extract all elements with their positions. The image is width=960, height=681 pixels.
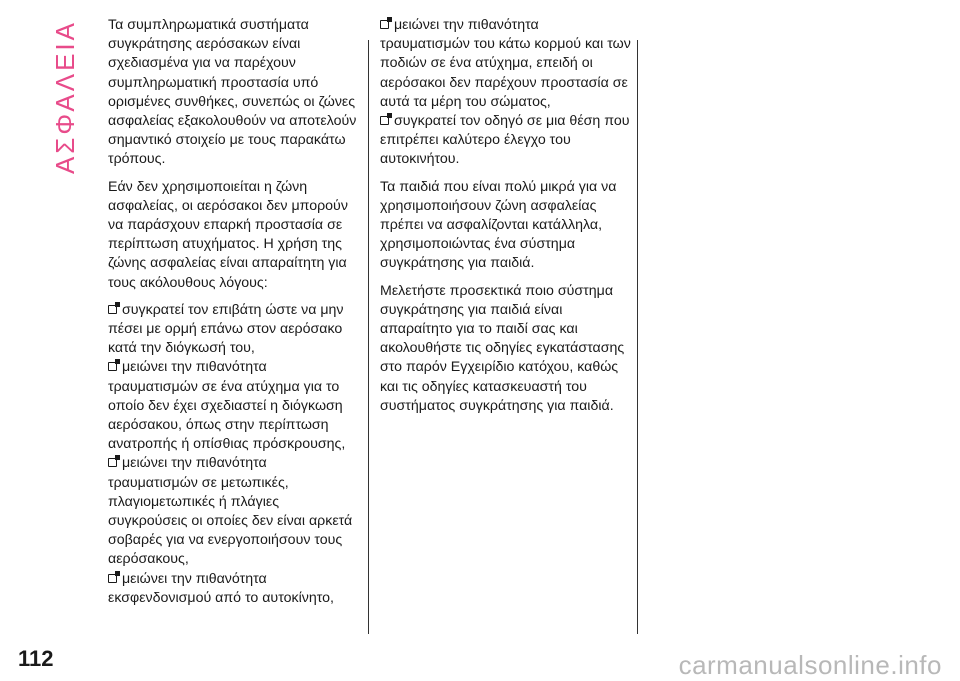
column-divider [368, 40, 369, 634]
bullet-icon [108, 458, 117, 467]
child-restraint-paragraph: Μελετήστε προσεκτικά ποιο σύστημα συγκράτησης για παιδιά είναι απαραίτητο για το παιδί σας και ακολουθήστε τις οδηγίες εγκατάστασης στο παρόν Εγχειρίδιο κατόχου, καθώς και τις οδηγίες κατασκευαστή του συστήματος συγκράτησης για παιδιά. [380, 282, 625, 414]
section-tab: ΑΣΦΑΛΕΙΑ [50, 20, 80, 175]
bullet-icon [108, 574, 117, 583]
list-item: συγκρατεί τον επιβάτη ώστε να μην πέσει με ορμή επάνω στον αερόσακο κατά την διόγκωσή του, [108, 301, 344, 357]
column-divider [637, 40, 638, 634]
bullet-icon [108, 305, 117, 314]
bullet-icon [108, 362, 117, 371]
list-item: μειώνει την πιθανότητα εκσφενδονισμού από το αυτοκίνητο, [108, 570, 334, 606]
children-paragraph: Τα παιδιά που είναι πολύ μικρά για να χρησιμοποιήσουν ζώνη ασφαλείας πρέπει να ασφαλίζονται κατάλληλα, χρησιμοποιώντας ένα σύστημα συγκράτησης για παιδιά. [380, 178, 617, 272]
right-column [380, 16, 632, 424]
list-item: μειώνει την πιθανότητα τραυματισμών του κάτω κορμού και των ποδιών σε ένα ατύχημα, επειδή οι αερόσακοι δεν παρέχουν προστασία σε αυτά τα μέρη του σώματος, [380, 17, 631, 110]
bullet-icon [380, 20, 389, 29]
seatbelt-paragraph: Εάν δεν χρησιμοποιείται η ζώνη ασφαλείας, οι αερόσακοι δεν μπορούν να παράσχουν επαρκή προστασία σε περίπτωση ατυχήματος. Η χρήση της ζώνης ασφαλείας είναι απαραίτητη για τους ακόλουθους λόγους: [108, 178, 348, 291]
watermark: carmanualsonline.info [678, 650, 942, 680]
intro-paragraph: Τα συμπληρωματικά συστήματα συγκράτησης αερόσακων είναι σχεδιασμένα για να παρέχουν συμπληρωματική προστασία υπό ορισμένες συνθήκες, συνεπώς οι ζώνες ασφαλείας εξακολουθούν να αποτελούν σημαντικό στοιχείο με τους παρακάτω τρόπους. [108, 17, 357, 168]
bullet-icon [380, 116, 389, 125]
list-item: μειώνει την πιθανότητα τραυματισμών σε μετωπικές, πλαγιομετωπικές ή πλάγιες συγκρούσεις οι οποίες δεν είναι αρκετά σοβαρές για να ενεργοποιήσουν τους αερόσακους, [108, 455, 353, 568]
list-item: συγκρατεί τον οδηγό σε μια θέση που επιτρέπει καλύτερο έλεγχο του αυτοκινήτου. [380, 113, 630, 168]
bullet-list [380, 16, 632, 170]
list-item: μειώνει την πιθανότητα τραυματισμών σε ένα ατύχημα για το οποίο δεν έχει σχεδιαστεί η διόγκωση αερόσακου, όπως στην περίπτωση ανατροπής ή οπίσθιας πρόσκρουσης, [108, 359, 346, 453]
page-number: 112 [18, 646, 54, 671]
bullet-list [108, 301, 358, 608]
left-column [108, 16, 358, 608]
